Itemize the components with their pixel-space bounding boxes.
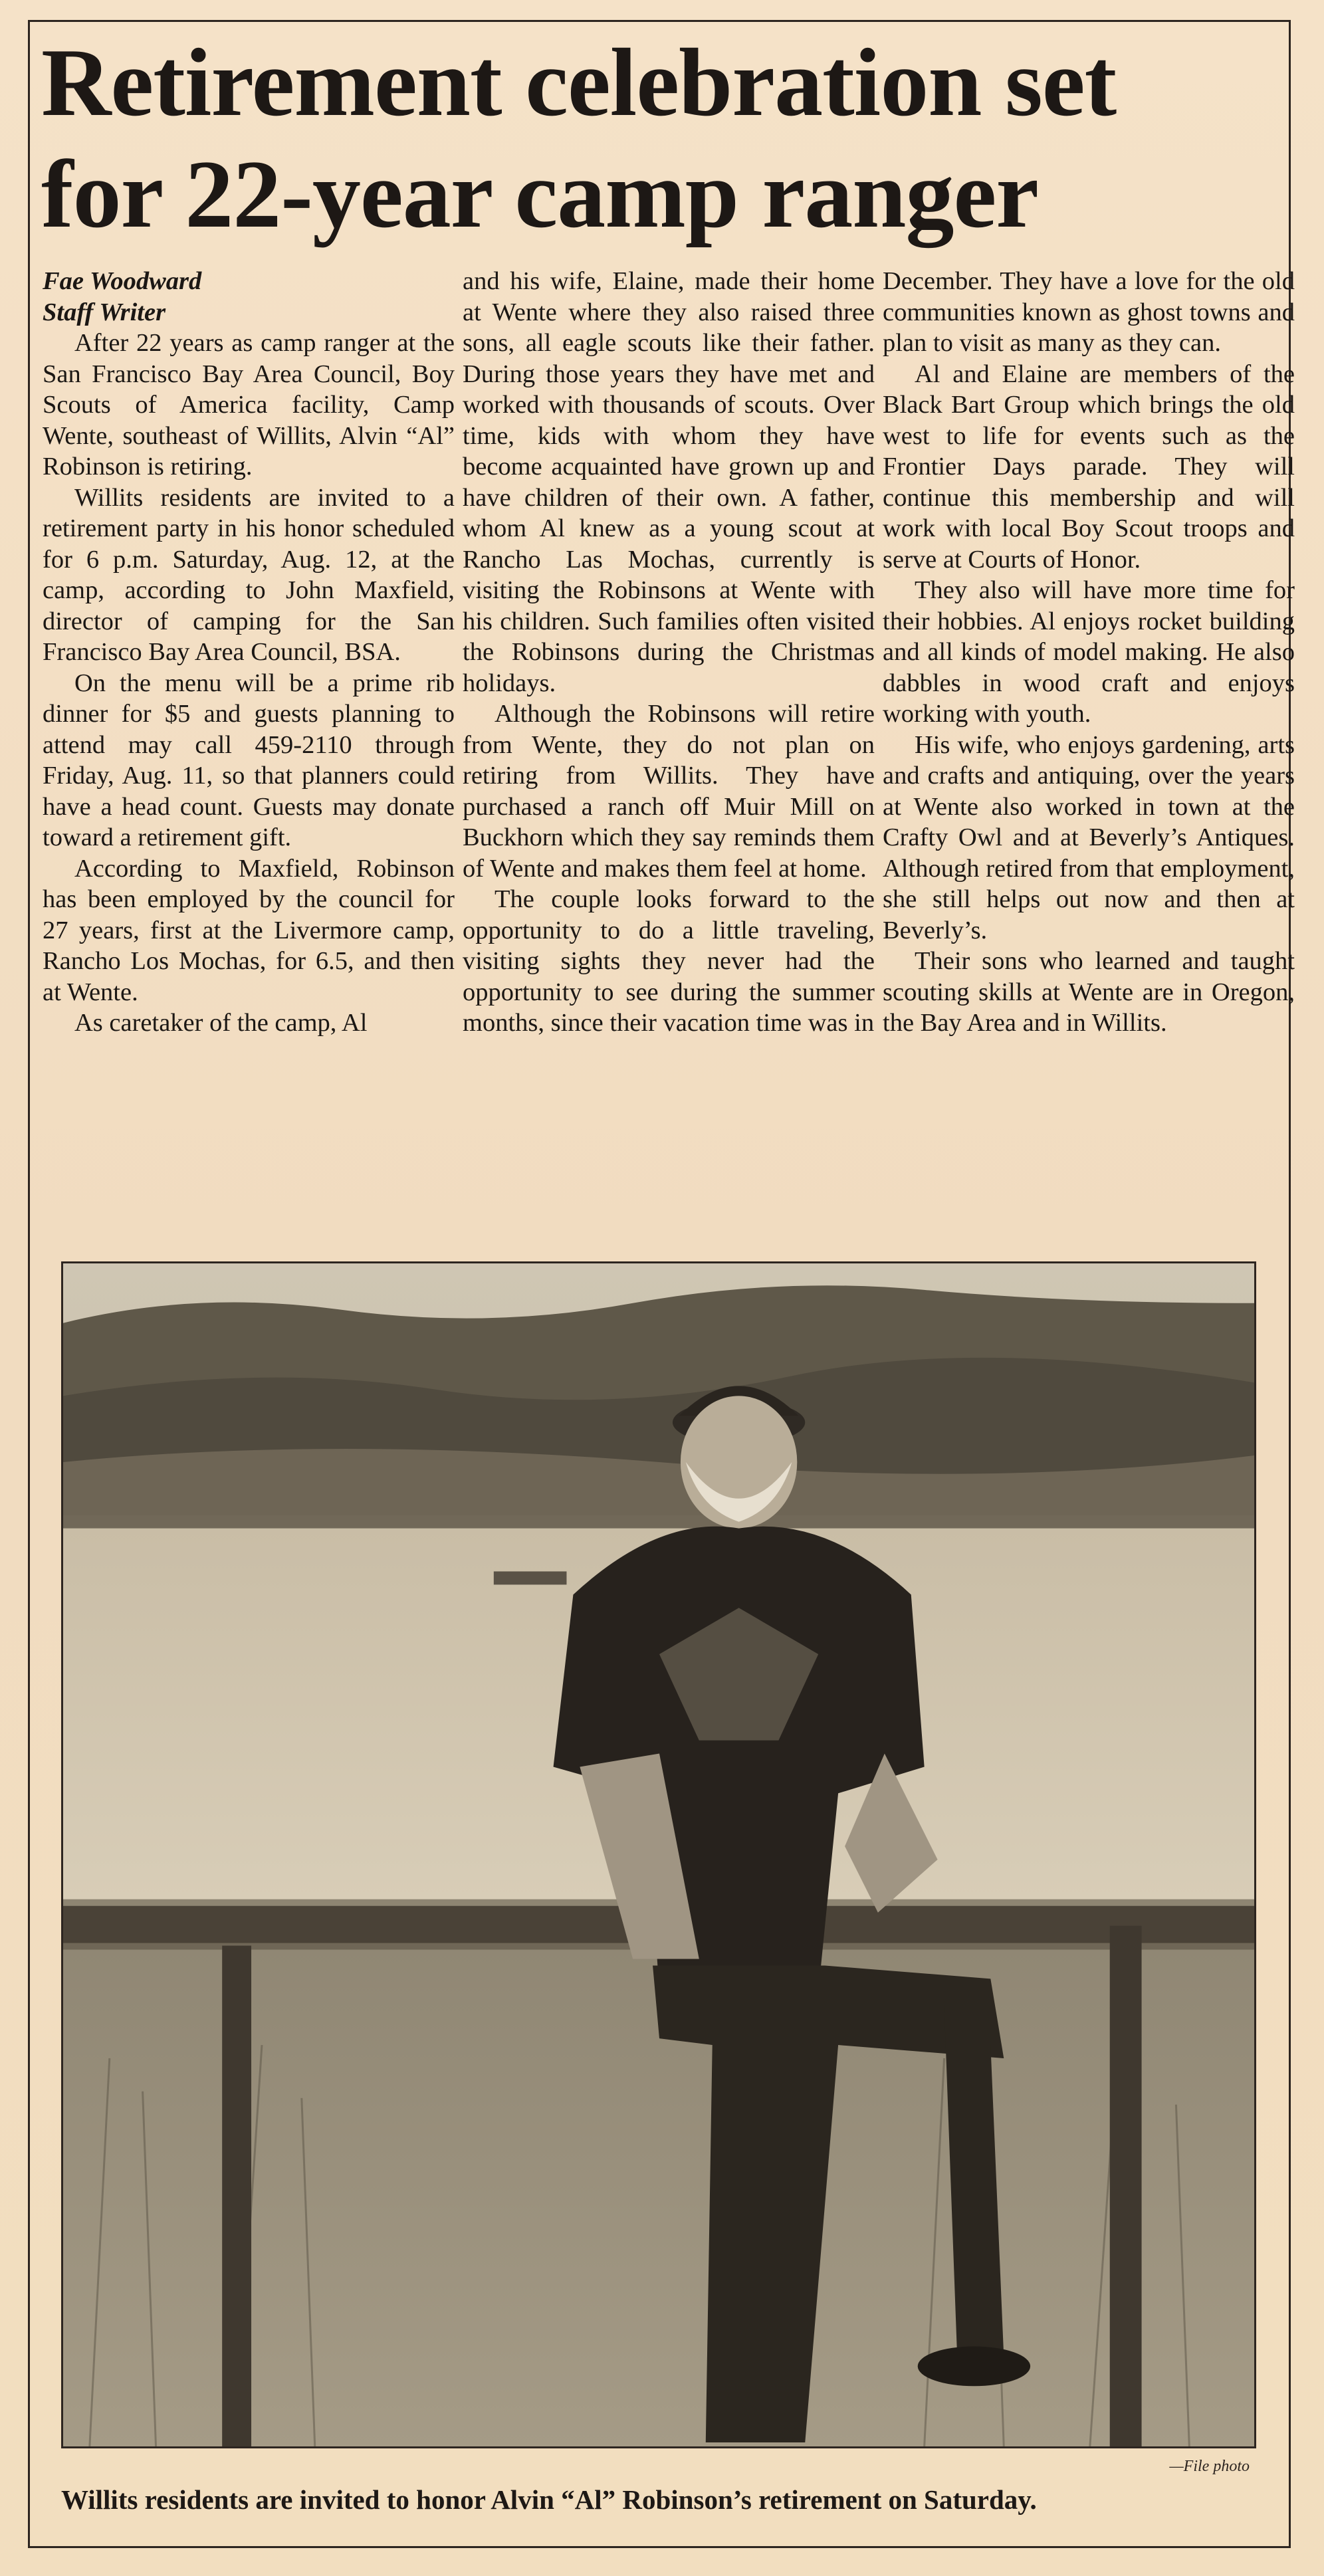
column-1 [43, 266, 455, 1243]
author-title: Staff Writer [43, 298, 166, 326]
column-2 [463, 266, 875, 1243]
paragraph: As caretaker of the camp, Al [74, 1009, 368, 1037]
headline [41, 27, 1284, 250]
author-name: Fae Woodward [43, 267, 202, 295]
paragraph: Although the Robinsons will retire from Wente, they do not plan on retiring from Willits. They have purchased a ranch off Muir Mill on Buckhorn which they say reminds them of Wente and makes them feel at home. [463, 700, 875, 883]
photo-caption: Willits residents are invited to honor Alvin “Al” Robinson’s retirement on Saturday. [61, 2484, 1037, 2515]
photo-illustration [63, 1263, 1254, 2446]
paragraph: According to Maxfield, Robinson has been employed by the council for 27 years, first at the Livermore camp, Rancho Los Mochas, for 6.5, and then at Wente. [43, 854, 455, 1006]
paragraph: Al and Elaine are members of the Black Bart Group which brings the old west to life for events such as the Frontier Days parade. They will continue this membership and will work with local Boy Scout troops and serve at Courts of Honor. [883, 360, 1295, 574]
news-photo [61, 1261, 1256, 2448]
article-body [43, 266, 1295, 1243]
paragraph: They also will have more time for their hobbies. Al enjoys rocket building and all kinds of model making. He also dabbles in wood craft and enjoys working with youth. [883, 576, 1295, 728]
paragraph: The couple looks forward to the opportunity to do a little traveling, visiting sights they never had the opportunity to see during the summer months, since their vacation time was in [463, 885, 875, 1037]
paragraph: On the menu will be a prime rib dinner for $5 and guests planning to attend may call 459-2110 through Friday, Aug. 11, so that planners could have a head count. Guests may donate toward a retirement gift. [43, 669, 455, 851]
paragraph: December. They have a love for the old communities known as ghost towns and plan to visit as many as they can. [883, 267, 1295, 357]
paragraph: Willits residents are invited to a retirement party in his honor scheduled for 6 p.m. Saturday, Aug. 12, at the camp, according to John Maxfield, director of camping for the San Francisco Bay Area Council, BSA. [43, 483, 455, 666]
photo-credit: —File photo [1169, 2458, 1250, 2475]
paragraph: and his wife, Elaine, made their home at Wente where they also raised three sons, all eagle scouts like their father. During those years they have met and worked with thousands of scouts. Over time, kids with whom they have become acquainted have grown up and have children of their own. A father, whom Al knew as a young scout at Rancho Las Mochas, currently is visiting the Robinsons at Wente with his children. Such families often visited the Robinsons during the Christmas holidays. [463, 267, 875, 697]
paragraph: After 22 years as camp ranger at the San Francisco Bay Area Council, Boy Scouts of America facility, Camp Wente, southeast of Willits, Alvin “Al” Robinson is retiring. [43, 329, 455, 481]
column-3 [883, 266, 1295, 1243]
headline-line-2: for 22-year camp ranger [41, 140, 1039, 248]
paragraph: His wife, who enjoys gardening, arts and crafts and antiquing, over the years at Wente also worked in town at the Crafty Owl and at Beverly’s Antiques. Although retired from that employment, she still helps out now and then at Beverly’s. [883, 730, 1295, 944]
paragraph: Their sons who learned and taught scouting skills at Wente are in Oregon, the Bay Area and in Willits. [883, 947, 1295, 1037]
headline-line-1: Retirement celebration set [41, 29, 1117, 136]
